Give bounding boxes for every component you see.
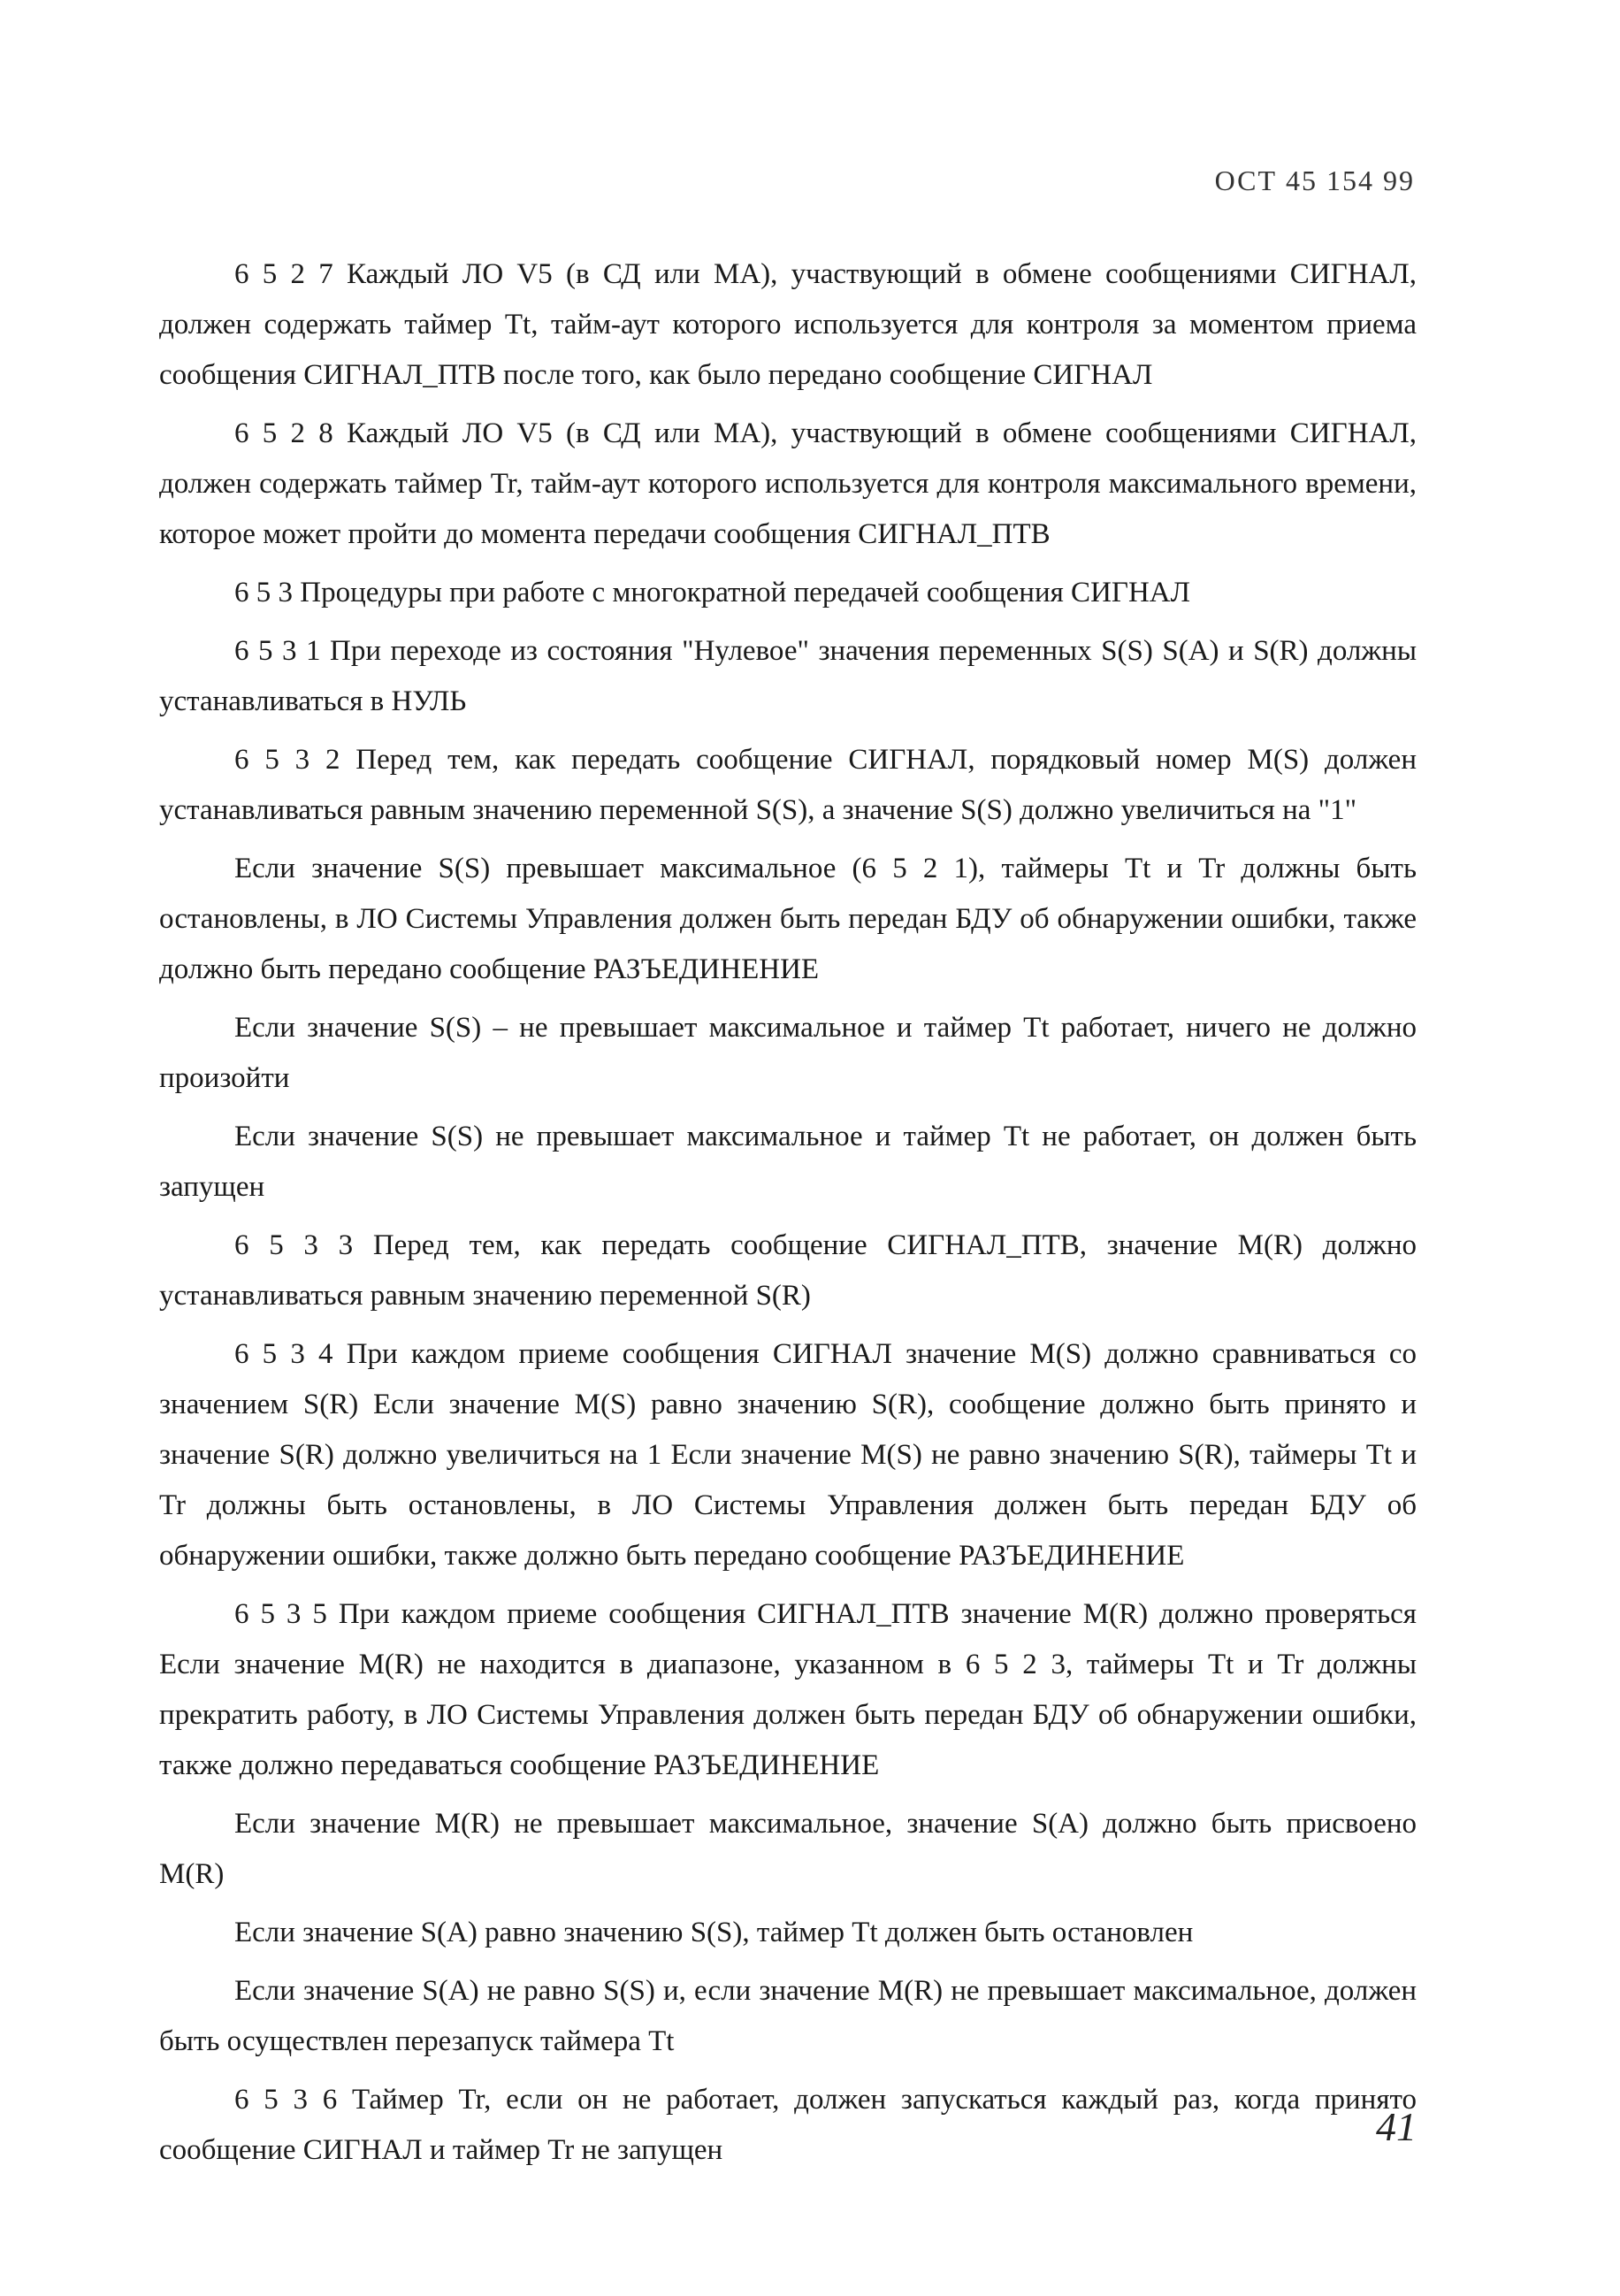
paragraph-6-5-3-1: 6 5 3 1 При переходе из состояния "Нулевое" значения переменных S(S) S(A) и S(R) должны устанавливаться в НУЛЬ (159, 635, 1417, 717)
paragraph-6-5-2-7: 6 5 2 7 Каждый ЛО V5 (в СД или МА), участвующий в обмене сообщениями СИГНАЛ, должен содержать таймер Tt, тайм-аут которого используется для контроля за моментом приема сообщения СИГНАЛ_ПТВ после того, как было передано сообщение СИГНАЛ (159, 258, 1417, 391)
paragraph-6-5-3-5-restart: Если значение S(A) не равно S(S) и, если значение M(R) не превышает максимальное, должен быть осуществлен перезапуск таймера Tt (159, 1975, 1417, 2057)
paragraph-6-5-3-2: 6 5 3 2 Перед тем, как передать сообщение СИГНАЛ, порядковый номер M(S) должен устанавливаться равным значению переменной S(S), а значение S(S) должно увеличиться на "1" (159, 744, 1417, 826)
document-code: ОСТ 45 154 99 (1214, 165, 1415, 196)
paragraph-6-5-3-5-stop: Если значение S(A) равно значению S(S), таймер Tt должен быть остановлен (234, 1917, 1194, 1948)
paragraph-6-5-3-5-assign: Если значение M(R) не превышает максимальное, значение S(A) должно быть присвоено M(R) (159, 1808, 1417, 1890)
page-number: 41 (1376, 2104, 1417, 2149)
paragraph-6-5-3: 6 5 3 Процедуры при работе с многократной передачей сообщения СИГНАЛ (234, 577, 1191, 608)
paragraph-6-5-3-6: 6 5 3 6 Таймер Tr, если он не работает, должен запускаться каждый раз, когда принято сообщение СИГНАЛ и таймер Tr не запущен (159, 2084, 1417, 2166)
paragraph-6-5-3-2-overflow: Если значение S(S) превышает максимальное (6 5 2 1), таймеры Tt и Tr должны быть остановлены, в ЛО Системы Управления должен быть передан БДУ об обнаружении ошибки, также должно быть передано сообщение РАЗЪЕДИНЕНИЕ (159, 853, 1417, 985)
paragraph-6-5-3-4: 6 5 3 4 При каждом приеме сообщения СИГНАЛ значение M(S) должно сравниваться со значением S(R) Если значение M(S) равно значению S(R), сообщение должно быть принято и значение S(R) должно увеличиться на 1 Если значение M(S) не равно значению S(R), таймеры Tt и Tr должны быть остановлены, в ЛО Системы Управления должен быть передан БДУ об обнаружении ошибки, также должно быть передано сообщение РАЗЪЕДИНЕНИЕ (159, 1338, 1417, 1572)
paragraph-6-5-3-3: 6 5 3 3 Перед тем, как передать сообщение СИГНАЛ_ПТВ, значение M(R) должно устанавливаться равным значению переменной S(R) (159, 1229, 1417, 1312)
paragraph-6-5-2-8: 6 5 2 8 Каждый ЛО V5 (в СД или МА), участвующий в обмене сообщениями СИГНАЛ, должен содержать таймер Tr, тайм-аут которого используется для контроля максимального времени, которое может пройти до момента передачи сообщения СИГНАЛ_ПТВ (159, 417, 1417, 550)
paragraph-6-5-3-2-timer-stopped: Если значение S(S) не превышает максимальное и таймер Tt не работает, он должен быть запущен (159, 1121, 1417, 1203)
paragraph-6-5-3-2-timer-running: Если значение S(S) – не превышает максимальное и таймер Tt работает, ничего не должно произойти (159, 1012, 1417, 1094)
document-body (159, 249, 1417, 2184)
paragraph-6-5-3-5: 6 5 3 5 При каждом приеме сообщения СИГНАЛ_ПТВ значение M(R) должно проверяться Если значение M(R) не находится в диапазоне, указанном в 6 5 2 3, таймеры Tt и Tr должны прекратить работу, в ЛО Системы Управления должен быть передан БДУ об обнаружении ошибки, также должно передаваться сообщение РАЗЪЕДИНЕНИЕ (159, 1598, 1417, 1781)
